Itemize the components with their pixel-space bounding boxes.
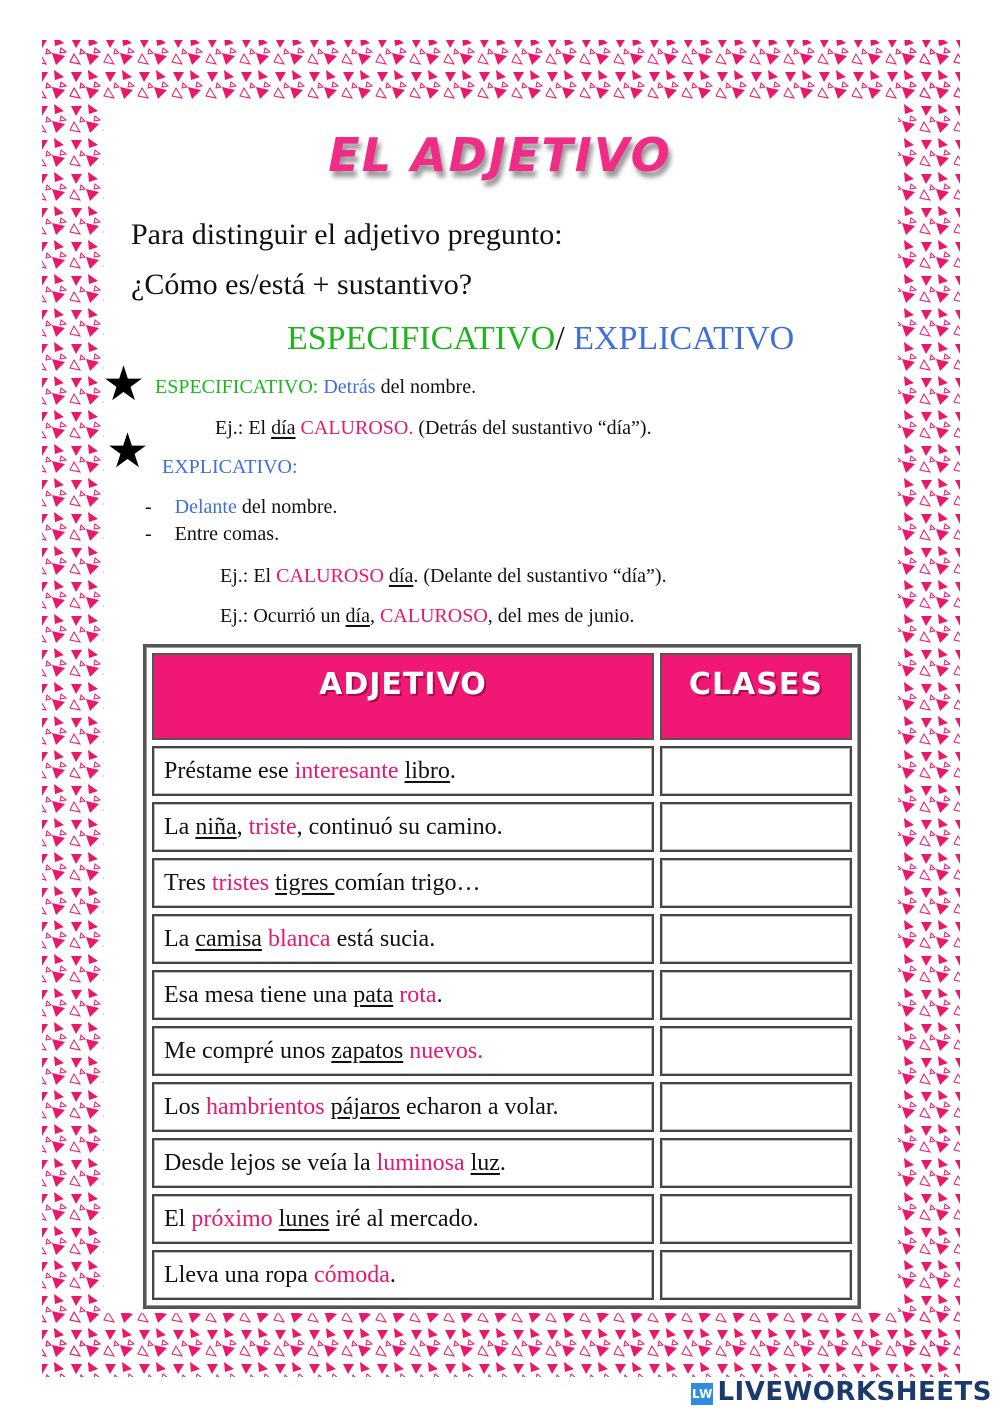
example-suffix: . (Delante del sustantivo “día”). xyxy=(413,565,667,587)
answer-field[interactable] xyxy=(660,1138,852,1188)
explicative-bullet-2 xyxy=(145,523,279,546)
sentence-cell xyxy=(152,746,654,796)
sentence-cell xyxy=(152,914,654,964)
sentence-text: , continuó su camino. xyxy=(296,813,503,840)
sentence-text: La xyxy=(164,925,196,952)
example-noun: día xyxy=(271,417,296,439)
adjective-word: triste xyxy=(248,813,297,840)
table-row xyxy=(152,1082,852,1132)
sentence-text: El xyxy=(164,1205,192,1232)
table-row xyxy=(152,1250,852,1300)
intro-line-2: ¿Cómo es/está + sustantivo? xyxy=(131,268,473,301)
sentence-text: , xyxy=(236,813,249,840)
answer-field[interactable] xyxy=(660,858,852,908)
sentence-text: . xyxy=(389,1261,396,1288)
intro-line-1: Para distinguir el adjetivo pregunto: xyxy=(131,218,563,251)
sentence-text: Lleva una ropa xyxy=(164,1261,314,1288)
sentence-text: Los xyxy=(164,1093,206,1120)
sentence-cell xyxy=(152,1250,654,1300)
sentence-cell xyxy=(152,1194,654,1244)
type-explicative-label: EXPLICATIVO xyxy=(573,320,795,357)
explicative-rule-label: EXPLICATIVO: xyxy=(162,456,298,478)
specific-rule-text: del nombre. xyxy=(375,376,477,398)
specific-rule-label: ESPECIFICATIVO: xyxy=(155,376,319,398)
sentence-text: Préstame ese xyxy=(164,757,295,784)
explicative-example-1 xyxy=(220,565,667,588)
adjective-word: cómoda xyxy=(313,1261,390,1288)
table-row xyxy=(152,746,852,796)
sentence-text: . xyxy=(449,757,456,784)
answer-field[interactable] xyxy=(660,746,852,796)
example-adjective: CALUROSO xyxy=(379,605,488,627)
answer-field[interactable] xyxy=(660,1250,852,1300)
type-specific-label: ESPECIFICATIVO xyxy=(287,320,556,357)
sentence-text: . xyxy=(436,981,443,1008)
sentence-cell xyxy=(152,1138,654,1188)
sentence-text: iré al mercado. xyxy=(329,1205,479,1232)
table-row xyxy=(152,802,852,852)
column-header-adjetivo: ADJETIVO xyxy=(152,653,654,740)
example-noun: día xyxy=(388,565,414,587)
sentence-text: está sucia. xyxy=(330,925,436,952)
table-row xyxy=(152,1138,852,1188)
adjective-word: luminosa xyxy=(376,1149,465,1176)
table-row xyxy=(152,970,852,1020)
adjective-word: rota xyxy=(399,981,437,1008)
answer-field[interactable] xyxy=(660,970,852,1020)
specific-example xyxy=(215,417,652,440)
sentence-text: Tres xyxy=(164,869,212,896)
bullet-dash: - xyxy=(145,523,152,545)
brand-name: LIVEWORKSHEETS xyxy=(717,1377,992,1407)
adjective-word: próximo xyxy=(191,1205,273,1232)
noun-word: tigres xyxy=(275,869,335,896)
adjective-word: interesante xyxy=(294,757,399,784)
sentence-cell xyxy=(152,858,654,908)
noun-word: libro xyxy=(404,757,450,784)
sentence-text: comían trigo… xyxy=(334,869,481,896)
sentence-text: Esa mesa tiene una xyxy=(164,981,354,1008)
sentence-cell xyxy=(152,970,654,1020)
example-prefix: Ej.: Ocurrió un xyxy=(220,605,346,627)
bullet-text: Entre comas. xyxy=(174,523,280,545)
answer-field[interactable] xyxy=(660,1194,852,1244)
noun-word: luz xyxy=(470,1149,500,1176)
table-row xyxy=(152,858,852,908)
answer-field[interactable] xyxy=(660,802,852,852)
sentence-text: La xyxy=(164,813,196,840)
specific-rule xyxy=(155,376,476,399)
example-prefix: Ej.: El xyxy=(220,565,277,587)
brand-mark: LW xyxy=(691,1383,713,1405)
noun-word: camisa xyxy=(195,925,262,952)
adjective-word: tristes xyxy=(211,869,270,896)
bullet-keyword: Delante xyxy=(174,496,237,518)
column-header-clases: CLASES xyxy=(660,653,852,740)
example-adjective: CALUROSO. xyxy=(300,417,414,439)
sentence-text: . xyxy=(499,1149,506,1176)
star-icon: ★ xyxy=(102,356,146,412)
type-separator: / xyxy=(555,320,574,357)
bullet-dash: - xyxy=(145,496,152,518)
example-noun: día xyxy=(345,605,370,627)
example-comma: , xyxy=(369,605,380,627)
page-title: EL ADJETIVO xyxy=(328,128,672,182)
sentence-cell xyxy=(152,802,654,852)
bullet-text: del nombre. xyxy=(236,496,338,518)
sentence-cell xyxy=(152,1026,654,1076)
table-row xyxy=(152,914,852,964)
sentence-text: Me compré unos xyxy=(164,1037,332,1064)
adjective-word: hambrientos xyxy=(206,1093,325,1120)
answer-field[interactable] xyxy=(660,1082,852,1132)
table-row xyxy=(152,1194,852,1244)
explicative-bullet-1 xyxy=(145,496,337,519)
liveworksheets-logo xyxy=(691,1377,992,1407)
noun-word: pata xyxy=(353,981,394,1008)
adjective-word: nuevos. xyxy=(409,1037,484,1064)
noun-word: pájaros xyxy=(330,1093,400,1120)
specific-rule-keyword: Detrás xyxy=(323,376,376,398)
sentence-cell xyxy=(152,1082,654,1132)
answer-field[interactable] xyxy=(660,914,852,964)
star-icon: ★ xyxy=(106,423,150,479)
noun-word: niña xyxy=(195,813,237,840)
noun-word: zapatos xyxy=(331,1037,404,1064)
sentence-text: echaron a volar. xyxy=(399,1093,559,1120)
example-suffix: , del mes de junio. xyxy=(487,605,635,627)
noun-word: lunes xyxy=(278,1205,330,1232)
adjective-types-heading xyxy=(287,320,794,358)
adjective-word: blanca xyxy=(267,925,331,952)
table-row xyxy=(152,1026,852,1076)
sentence-text: Desde lejos se veía la xyxy=(164,1149,377,1176)
example-adjective: CALUROSO xyxy=(276,565,384,587)
example-prefix: Ej.: El xyxy=(215,417,272,439)
explicative-example-2 xyxy=(220,605,634,628)
exercise-table xyxy=(143,644,861,1309)
example-suffix: (Detrás del sustantivo “día”). xyxy=(413,417,652,439)
answer-field[interactable] xyxy=(660,1026,852,1076)
